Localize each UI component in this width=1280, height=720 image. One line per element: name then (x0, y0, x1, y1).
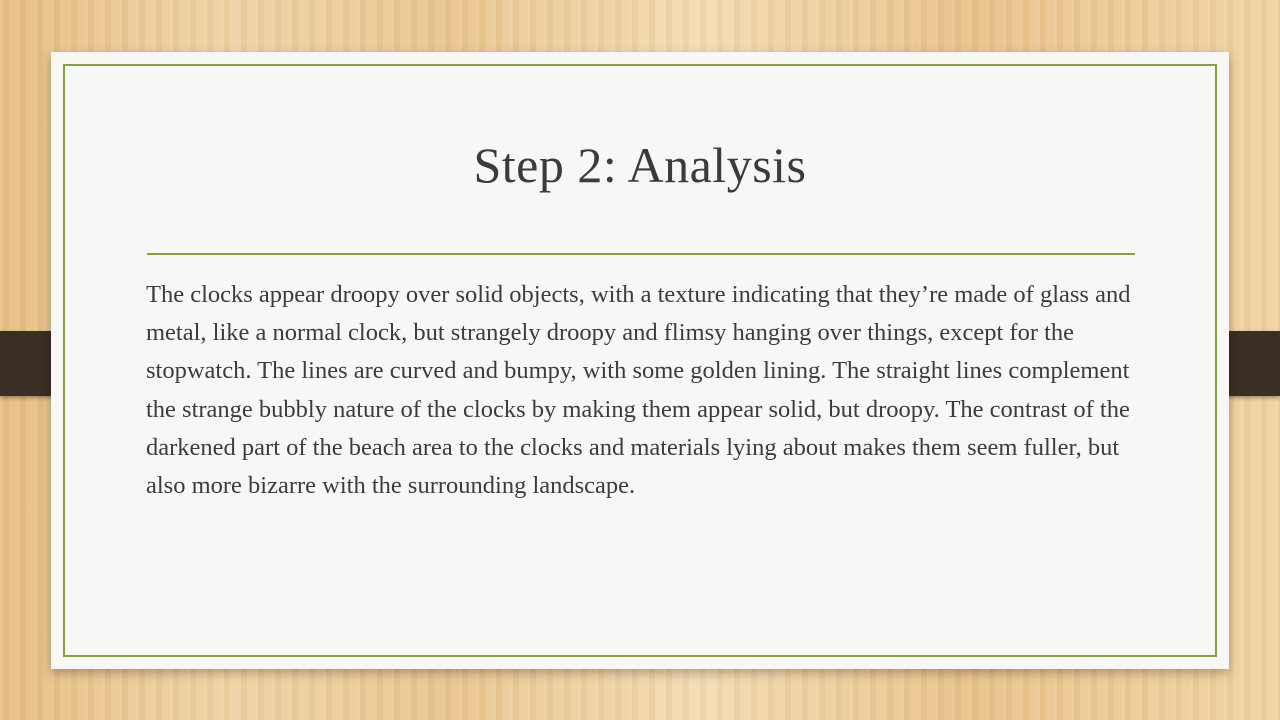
title-divider (147, 253, 1135, 255)
slide-body-text: The clocks appear droopy over solid objects, with a texture indicating that they’re made of glass and metal, like a normal clock, but strangely droopy and flimsy hanging over things, except for the stopwatch. The lines are curved and bumpy, with some golden lining. The straight lines complement the strange bubbly nature of the clocks by making them appear solid, but droopy. The contrast of the darkened part of the beach area to the clocks and materials lying about makes them seem fuller, but also more bizarre with the surrounding landscape. (146, 281, 1131, 500)
slide-title: Step 2: Analysis (473, 137, 807, 193)
